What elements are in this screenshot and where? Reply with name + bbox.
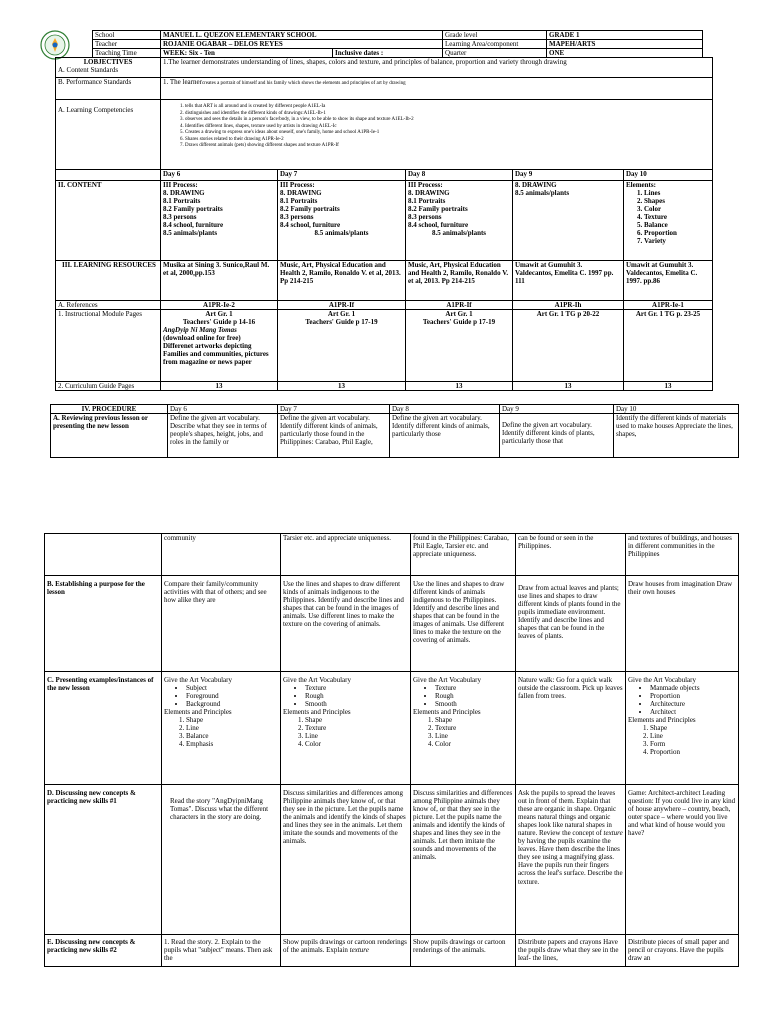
module-line: Differenet artworks depicting Families and communities, pictures from magazine or news paper: [163, 342, 269, 367]
continued-cell: found in the Philippines: Carabao, Phil Eagle, Tarsier etc. and appreciate uniqueness.: [411, 534, 516, 576]
vocab-item: • Architect: [650, 708, 736, 716]
purpose-cell: Use the lines and shapes to draw different kinds of animals indigenous to the Philippines. Identify and describe lines and shapes that can be found in the images of animals. Use different lines to make the texture on the covering of animals.: [411, 576, 516, 672]
module-line: Art Gr. 1: [445, 310, 473, 319]
purpose-cell: Draw from actual leaves and plants; use lines and shapes to draw different kinds of plants found in the pupils immediate environment. Identify and describe lines and shapes that can be found in the leaves of plants.: [516, 576, 626, 672]
discussing-skills-2-label: E. Discussing new concepts & practicing new skills #2: [45, 935, 162, 967]
principle-item: 3. Balance: [186, 732, 278, 740]
resources-label: III. LEARNING RESOURCES: [56, 261, 161, 301]
discussing-day9: [516, 785, 626, 935]
competency-item: 3. observes and sees the details in a person's face/body, in a view, to be able to show its shape and texture A1EL-Ib-2: [185, 117, 710, 124]
examples-day9: Nature walk: Go for a quick walk outside the classroom. Pick up leaves fallen from trees.: [516, 672, 626, 785]
procedure-cell: Define the given art vocabulary. Identify different kinds of animals, particularly those found in the Philippines: Carabao, Phil Eagle,: [278, 414, 390, 458]
module-day10: Art Gr. 1 TG p. 23-25: [624, 310, 713, 382]
principle-item: 2. Texture: [435, 724, 513, 732]
resource-cell: Musika at Sining 3. Sunico,Raul M. et al, 2000,pp.153: [161, 261, 278, 301]
content-label: II. CONTENT: [56, 181, 161, 261]
purpose-cell: Compare their family/community activities with that of others; and see how alike they are: [162, 576, 281, 672]
day-header: Day 6: [168, 405, 278, 414]
day-header: Day 9: [500, 405, 614, 414]
principle-item: 1. Shape: [650, 724, 736, 732]
element-item: 5. Balance: [644, 221, 710, 229]
content-line: 8.2 Family portraits: [280, 205, 340, 214]
skills2-day9: Distribute papers and crayons Have the pupils draw what they see in the leaf- the lines,: [516, 935, 626, 967]
content-subheading: 8. DRAWING: [163, 189, 205, 198]
reference-code: A1PR-Ie-2: [161, 301, 278, 310]
curriculum-page: 13: [513, 382, 624, 391]
module-label: 1. Instructional Module Pages: [56, 310, 161, 382]
vocab-item: • Foreground: [186, 692, 278, 700]
procedure-continued-table: [44, 533, 739, 967]
resource-cell: Umawit at Gumuhit 3. Valdecantos, Emelita C. 1997 pp. 111: [513, 261, 624, 301]
curriculum-page: 13: [161, 382, 278, 391]
content-line: 8.4 school, furniture: [163, 221, 224, 230]
continued-label-blank: [45, 534, 162, 576]
quarter-label: Quarter: [443, 49, 547, 58]
principle-item: 4. Emphasis: [186, 740, 278, 748]
vocab-item: • Smooth: [435, 700, 513, 708]
reviewing-label: A. Reviewing previous lesson or presenting the new lesson: [51, 414, 168, 458]
competencies-label: A. Learning Competencies: [56, 100, 161, 170]
purpose-cell: Use the lines and shapes to draw different kinds of animals indigenous to the Philippines. Identify and describe lines and shapes that can be found in the images of animals. Use different lines to make the texture on the covering of animals.: [281, 576, 411, 672]
continued-cell: can be found or seen in the Philippines.: [516, 534, 626, 576]
procedure-cell: Define the given art vocabulary. Describe what they see in terms of people's shapes, height, jobs, and roles in the family or: [168, 414, 278, 458]
area-value: MAPEH/ARTS: [547, 40, 703, 49]
objectives-cell: [56, 58, 161, 78]
content-day6: [161, 181, 278, 261]
establishing-purpose-label: B. Establishing a purpose for the lesson: [45, 576, 162, 672]
area-label: Learning Area/component: [443, 40, 547, 49]
vocab-item: • Smooth: [305, 700, 408, 708]
vocab-item: • Rough: [435, 692, 513, 700]
curriculum-page: 13: [624, 382, 713, 391]
element-item: 6. Proportion: [644, 229, 710, 237]
content-line: 8.3 persons: [408, 213, 442, 222]
principle-item: 3. Form: [650, 740, 736, 748]
skills2-day10: Distribute pieces of small paper and pencil or crayons. Have the pupils draw an: [626, 935, 739, 967]
objectives-title: I.OBJECTIVES: [83, 58, 133, 66]
content-line: 8.5 animals/plants: [431, 229, 487, 238]
content-heading: Elements:: [626, 181, 656, 189]
competencies-cell: [161, 100, 713, 170]
content-line: 8.2 Family portraits: [163, 205, 223, 214]
content-day8: [406, 181, 513, 261]
principle-item: 3. Line: [305, 732, 408, 740]
reference-code: A1PR-If: [406, 301, 513, 310]
module-day7: [278, 310, 406, 382]
skills2-day6: 1. Read the story. 2. Explain to the pupils what "subject" means. Then ask the: [162, 935, 281, 967]
vocab-item: • Proportion: [650, 692, 736, 700]
dates-label: Inclusive dates :: [333, 49, 443, 58]
procedure-table: [50, 404, 739, 458]
element-item: 1. Lines: [644, 189, 710, 197]
grade-label: Grade level: [443, 31, 547, 40]
reference-code: A1PR-Ie-1: [624, 301, 713, 310]
module-line: Art Gr. 1: [327, 310, 356, 319]
performance-label: B. Performance Standards: [56, 78, 161, 100]
content-heading: III Process:: [163, 181, 198, 189]
content-day7: [278, 181, 406, 261]
curriculum-label: 2. Curriculum Guide Pages: [56, 382, 161, 391]
procedure-label: IV. PROCEDURE: [51, 405, 168, 414]
school-label: School: [93, 31, 161, 40]
day-header: Day 10: [624, 170, 713, 181]
day-header-blank: [56, 170, 161, 181]
module-line: (download online for free): [163, 334, 241, 343]
competency-item: 2. distinguishes and identifies the different kinds of drawings:A1EL-Ib-1: [185, 111, 710, 118]
competency-item: 7. Draws different animals (pets) showing different shapes and texture A1PR-If: [185, 143, 710, 150]
skills2-day7: [281, 935, 411, 967]
content-heading: III Process:: [280, 181, 315, 189]
principle-item: 2. Line: [186, 724, 278, 732]
module-story-title: AngDyip Ni Mang Tomas: [163, 326, 237, 335]
content-subheading: 8. DRAWING: [280, 189, 322, 198]
continued-cell: and textures of buildings, and houses in different communities in the Philippines: [626, 534, 739, 576]
principle-item: 1. Shape: [305, 716, 408, 724]
teacher-label: Teacher: [93, 40, 161, 49]
continued-cell: community: [162, 534, 281, 576]
content-line: 8.2 Family portraits: [408, 205, 468, 214]
procedure-cell: Define the given art vocabulary. Identify different kinds of plants, particularly those that: [500, 414, 614, 458]
day-header: Day 7: [278, 170, 406, 181]
module-line: Teachers' Guide p 14-16: [182, 318, 256, 327]
principle-item: 4. Color: [435, 740, 513, 748]
day-header: Day 8: [406, 170, 513, 181]
continued-cell: Tarsier etc. and appreciate uniqueness.: [281, 534, 411, 576]
content-subheading: 8. DRAWING: [408, 189, 450, 198]
examples-heading: Elements and Principles: [413, 708, 481, 717]
content-day9: [513, 181, 624, 261]
purpose-cell: Draw houses from imagination Draw their own houses: [626, 576, 739, 672]
skills2-text: Show pupils drawings or cartoon renderings of the animals. Explain: [283, 938, 407, 955]
performance-detail: creates a portrait of himself and his family which shows the elements and principles of art by drawing: [201, 81, 406, 86]
principle-item: 2. Texture: [305, 724, 408, 732]
content-standards-label: A. Content Standards: [58, 66, 119, 75]
day-header: Day 6: [161, 170, 278, 181]
dll-header-table: [92, 30, 703, 58]
vocab-item: • Texture: [305, 684, 408, 692]
module-day9: Art Gr. 1 TG p 20-22: [513, 310, 624, 382]
examples-day6: [162, 672, 281, 785]
examples-heading: Give the Art Vocabulary: [628, 676, 696, 684]
module-line: Teachers' Guide p 17-19: [422, 318, 496, 327]
competency-item: 5. Creates a drawing to express one's ideas about oneself, one's family, home and school A1PR-Ie-1: [185, 130, 710, 137]
discussing-skills-1-label: D. Discussing new concepts & practicing new skills #1: [45, 785, 162, 935]
examples-heading: Elements and Principles: [164, 708, 232, 717]
competency-item: 6. Shares stories related to their drawing A1PR-Ie-2: [185, 137, 710, 144]
principle-item: 2. Line: [650, 732, 736, 740]
discussing-emphasis: texture: [603, 829, 623, 838]
performance-text: [161, 78, 713, 100]
teacher-name: ROJANIE OGABAR – DELOS REYES: [161, 40, 443, 49]
day-header: Day 8: [390, 405, 500, 414]
dll-main-table: [55, 57, 713, 391]
content-line: 8.3 persons: [280, 213, 314, 222]
curriculum-page: 13: [278, 382, 406, 391]
content-line: 8.1 Portraits: [163, 197, 201, 206]
curriculum-page: 13: [406, 382, 513, 391]
resource-cell: Music, Art, Physical Education and Health 2, Ramilo, Ronaldo V. et al, 2013. Pp 214-215: [278, 261, 406, 301]
procedure-cell: Identify the different kinds of materials used to make houses Appreciate the lines, shapes,: [614, 414, 739, 458]
examples-heading: Elements and Principles: [283, 708, 351, 717]
content-line: 8.4 school, furniture: [408, 221, 469, 230]
day-header: Day 7: [278, 405, 390, 414]
module-line: Art Gr. 1: [205, 310, 233, 319]
discussing-day10: Game: Architect-architect Leading question: If you could live in any kind of house anywhere – country, beach, outer space – where would you live and what kind of house would you have?: [626, 785, 739, 935]
week-value: WEEK: Six - Ten: [161, 49, 333, 58]
resource-cell: Umawit at Gumuhit 3. Valdecantos, Emelita C. 1997. pp.86: [624, 261, 713, 301]
procedure-cell: Define the given art vocabulary. Identify different kinds of animals, particularly those: [390, 414, 500, 458]
discussing-day6: Read the story "AngDyipniMang Tomas". Discuss what the different characters in the story are doing.: [162, 785, 281, 935]
skills2-emphasis: texture: [349, 946, 369, 955]
vocab-item: • Manmade objects: [650, 684, 736, 692]
competency-item: 4. Identifies different lines, shapes, texture used by artists in drawing A1EL-Ic: [185, 124, 710, 131]
content-standards-text: 1.The learner demonstrates understanding of lines, shapes, colors and texture, and principles of balance, proportion and variety through drawing: [161, 58, 713, 78]
principle-item: 3. Line: [435, 732, 513, 740]
vocab-item: • Texture: [435, 684, 513, 692]
competency-item: 1. tells that ART is all around and is created by different people A1EL-Ia: [185, 104, 710, 111]
principle-item: 4. Color: [305, 740, 408, 748]
discussing-text: by having the pupils examine the leaves. Have them describe the lines they see using a magnifying glass. Have the pupils run their fingers across the leaf's surface. Describe the texture.: [518, 837, 623, 886]
examples-day8: [411, 672, 516, 785]
examples-day7: [281, 672, 411, 785]
content-line: 8.1 Portraits: [408, 197, 446, 206]
school-seal-logo: [40, 30, 70, 60]
vocab-item: • Rough: [305, 692, 408, 700]
element-item: 2. Shapes: [644, 197, 710, 205]
content-heading: III Process:: [408, 181, 443, 189]
element-item: 4. Texture: [644, 213, 710, 221]
principle-item: 4. Proportion: [650, 748, 736, 756]
skills2-day8: Show pupils drawings or cartoon renderings of the animals.: [411, 935, 516, 967]
vocab-item: • Subject: [186, 684, 278, 692]
content-day10: [624, 181, 713, 261]
discussing-day8: Discuss similarities and differences among Philippine animals they know of, or that they see in the picture. Let the pupils name the animals and identify the kinds of shapes and lines they see in the animals. Let them imitate the sounds and movements of the animals.: [411, 785, 516, 935]
content-line: 8.5 animals/plants: [163, 229, 218, 238]
reference-code: A1PR-Ih: [513, 301, 624, 310]
references-label: A. References: [56, 301, 161, 310]
presenting-examples-label: C. Presenting examples/instances of the new lesson: [45, 672, 162, 785]
examples-heading: Elements and Principles: [628, 716, 696, 725]
day-header: Day 9: [513, 170, 624, 181]
performance-lead: 1. The learner: [163, 78, 202, 86]
quarter-value: ONE: [547, 49, 703, 58]
discussing-day7: Discuss similarities and differences among Philippine animals they know of, or that they see in the picture. Let the pupils name the animals and identify the kinds of shapes and lines they see in the animals. Let them imitate the sounds and movements of the animals.: [281, 785, 411, 935]
examples-heading: Give the Art Vocabulary: [413, 676, 481, 684]
content-line: 8.4 school, furniture: [280, 221, 341, 230]
resource-cell: Music, Art, Physical Education and Health 2, Ramilo, Ronaldo V. et al, 2013. Pp 214-215: [406, 261, 513, 301]
time-label: Teaching Time: [93, 49, 161, 58]
content-line: 8.5 animals/plants: [515, 189, 570, 198]
vocab-item: • Background: [186, 700, 278, 708]
grade-value: GRADE 1: [547, 31, 703, 40]
content-line: 8.1 Portraits: [280, 197, 318, 206]
examples-day10: [626, 672, 739, 785]
module-line: Teachers' Guide p 17-19: [305, 318, 378, 327]
day-header: Day 10: [614, 405, 739, 414]
content-line: 8.5 animals/plants: [314, 229, 369, 238]
principle-item: 1. Shape: [186, 716, 278, 724]
principle-item: 1. Shape: [435, 716, 513, 724]
examples-heading: Give the Art Vocabulary: [164, 676, 232, 684]
content-heading: 8. DRAWING: [515, 181, 557, 189]
reference-code: A1PR-If: [278, 301, 406, 310]
school-name: MANUEL L. QUEZON ELEMENTARY SCHOOL: [161, 31, 443, 40]
discussing-text: Ask the pupils to spread the leaves out in front of them. Explain that these are organic in shape. Organic means natural things and organic shapes look like natural shapes in nature. Review the concept of: [518, 789, 617, 838]
vocab-item: • Architecture: [650, 700, 736, 708]
element-item: 3. Color: [644, 205, 710, 213]
examples-heading: Give the Art Vocabulary: [283, 676, 351, 684]
element-item: 7. Variety: [644, 237, 710, 245]
content-line: 8.3 persons: [163, 213, 197, 222]
module-day6: [161, 310, 278, 382]
module-day8: [406, 310, 513, 382]
